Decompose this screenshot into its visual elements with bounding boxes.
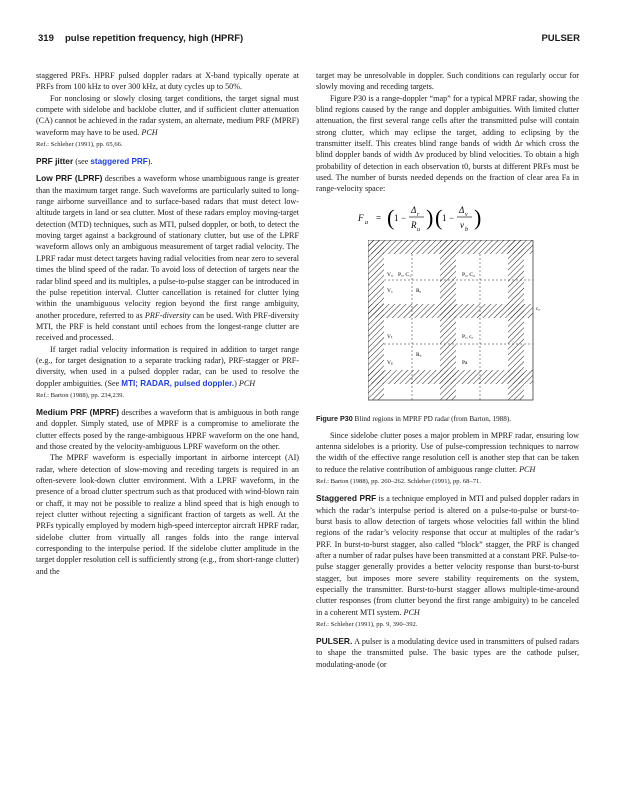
figure-label: Vᵦ <box>387 359 393 366</box>
author-initials: PCH <box>238 378 256 388</box>
entry-low-prf: Low PRF (LPRF) describes a waveform whose unambiguous range is greater than the maximum target range. Such waveforms are particularly suited to long-range airborne surveillance and to surface-based radars that must detect low-altitude targets in land or sea clutter. Most of these radars employ moving-target detection (MTD) techniques, such as MTI, pulsed doppler, or both, to detect the moving target against a background of stationary clutter, but use of the LPRF waveform allows only an ambiguous measurement of target radial velocity. The LPRF radar must detect targets having radial velocities from near zero to several times the blind speed of the radar. To avoid loss of detection of targets near the radar blind speed and its multiples, a pulse-to-pulse stagger can be introduced in the pulse repetition interval. Clutter cancellation is retained for clutter lying within the unambiguous velocity region beyond the first range ambiguity, another procedure, referred to as PRF-diversity can be used. With PRF-diversity MTI, the PRF is held constant until echoes from the longest-range clutter are received and processed. <box>36 173 299 343</box>
svg-text:v: v <box>465 211 468 218</box>
figure-label: Pₐ, C₂ <box>462 271 475 278</box>
svg-text:a: a <box>365 219 368 226</box>
figure-p30 <box>316 240 579 410</box>
left-column <box>36 70 299 577</box>
entry-staggered-prf: Staggered PRF is a technique employed in MTI and pulsed doppler radars in which the radar’s interpulse period is altered on a pulse-to-pulse or burst-to-burst basis to allow detection of targets whose velocities fall within the blind regions of the radar’s velocity response that occur at multiples of the radar’s PRF. In burst-to-burst stagger, also called “block” stagger, the PRF is changed after a number of radar pulses have been transmitted at a constant PRF. Pulse-to-pulse stagger generally provides a better velocity response than burst-to-burst stagger, but imposes more severe stability requirements on the system, especially the transmitter. Burst-to-burst stagger allows multiple-time-around clutter responses (from clutter beyond the first range ambiguity) to be canceled in a coherent MTI system. PCH <box>316 493 579 617</box>
figure-caption-label: Figure P30 <box>316 413 353 423</box>
figure-label: Vᵤ <box>387 271 393 278</box>
figure-label: Pᵣ, cₐ <box>462 333 474 340</box>
figure-label: Rᵤ <box>416 351 422 358</box>
svg-text:Δ: Δ <box>459 204 465 215</box>
svg-text:b: b <box>465 226 468 233</box>
figure-label: cₐ <box>536 305 540 312</box>
header-keyword: PULSER <box>541 33 580 44</box>
figure-caption: Figure P30 Blind regions in MPRF PD radar (from Barton, 1988). <box>316 413 512 423</box>
entry-prf-jitter: PRF jitter (see staggered PRF). <box>36 156 153 167</box>
svg-text:=: = <box>376 212 382 223</box>
svg-text:−: − <box>401 212 407 223</box>
svg-text:1: 1 <box>394 212 399 223</box>
italic-term: PRF-diversity <box>144 310 191 320</box>
author-initials: PCH <box>141 127 158 137</box>
figure-label: Rₐ <box>416 287 422 294</box>
entry-pulser: PULSER. A pulser is a modulating device used in transmitters of pulsed radars to shape the transmitted pulse. The basic types are the cathode pulser, modulating-anode (or <box>316 635 579 669</box>
paragraph: If target radial velocity information is required in addition to target range (e.g., for target designation to a separate tracking radar), PRF-stagger or PRF-diversity, when used in a pulsed doppler radar, can be used to resolve the doppler ambiguities. (See MTI; RADAR, pulsed doppler.) PCH <box>36 344 299 388</box>
paragraph: For nonclosing or slowly closing target conditions, the target signal must compete with sidelobe and backlobe clutter, and if sufficient clutter attenuation (CA) cannot be achieved in the radar system, an alternate, medium PRF (MPRF) waveform may have to be used. PCH <box>36 93 299 137</box>
svg-text:−: − <box>449 212 455 223</box>
right-column <box>316 70 579 670</box>
formula-lhs: F <box>358 212 364 223</box>
running-header <box>38 33 580 47</box>
figure-label: Vₐ <box>387 287 393 294</box>
figure-label: Pᵥ, C₁ <box>398 271 412 278</box>
entry-term: Medium PRF (MPRF) <box>36 406 119 417</box>
svg-text:v: v <box>460 219 464 230</box>
running-title: pulse repetition frequency, high (HPRF) <box>65 33 244 44</box>
svg-text:): ) <box>474 204 482 230</box>
svg-text:): ) <box>426 204 434 230</box>
svg-text:1: 1 <box>442 212 447 223</box>
svg-text:Δ: Δ <box>411 204 417 215</box>
entry-medium-prf: Medium PRF (MPRF) describes a waveform that is ambiguous in both range and doppler. Simply stated, use of MPRF is a compromise to ameliorate the clutter effects posed by the range-ambiguous HPRF waveform on the one hand, and those created by the velocity-ambiguous LPRF waveform on the other. <box>36 406 300 451</box>
cross-reference-link[interactable]: staggered PRF <box>90 157 148 167</box>
svg-text:u: u <box>417 226 420 233</box>
figure-label: Pa <box>462 359 468 366</box>
entry-term: PULSER. <box>316 635 353 646</box>
blind-doppler-band <box>368 304 533 318</box>
author-initials: PCH <box>519 464 536 474</box>
entry-term: PRF jitter <box>36 156 74 167</box>
reference: Ref.: Barton (1988), pp. 234,239. <box>36 391 125 399</box>
svg-text:r: r <box>417 211 420 218</box>
entry-term: Staggered PRF <box>316 493 377 504</box>
svg-text:R: R <box>411 219 417 230</box>
svg-text:(: ( <box>387 204 395 230</box>
paragraph: Figure P30 is a range-doppler “map” for a typical MPRF radar, showing the blind regions caused by the range and doppler ambiguities. With limited clutter attenuation, the first several range cells after the transmitted pulse will contain strong clutter, which may eclipse the target, adding to eclipsing by the transmitter itself. This creates blind range bands of width Δr which cross the blind doppler bands of width Δv produced by blind velocities. To obtain a high probability of detection in each observation t0, bursts at different PRFs must be used. The number of bursts needed depends on the fraction of clear area Fa in range-velocity space: <box>316 93 579 194</box>
clear-area-formula <box>316 198 579 238</box>
reference: Ref.: Barton (1988), pp. 260–262. Schleher (1991), pp. 68–71. <box>316 478 482 486</box>
reference: Ref.: Schleher (1991), pp. 9, 390–392. <box>316 620 418 628</box>
blind-doppler-band <box>368 370 533 384</box>
cross-reference-link[interactable]: MTI; RADAR, pulsed doppler. <box>121 378 235 388</box>
author-initials: PCH <box>403 607 420 617</box>
entry-term: Low PRF (LPRF) <box>36 173 103 184</box>
figure-label: Vₜ <box>387 333 393 340</box>
reference: Ref.: Schleher (1991), pp. 65,66. <box>36 141 123 149</box>
paragraph: staggered PRFs. HPRF pulsed doppler radars at X-band typically operate at PRFs from 100 kHz to over 300 kHz, at duty cycles up to 50%. <box>36 71 299 92</box>
paragraph: The MPRF waveform is especially important in airborne intercept (AI) radar, where detection of slow-moving and receding targets is required in an often-severe look-down clutter environment. With a LPRF waveform, in the presence of a broad clutter spectrum such as that produced with wind-blown rain or chaff, it may not be possible to realize a blind speed that is high enough to reject clutter without rejecting a significant fraction of targets as well. At the PRFs typically employed by modern high-speed interceptor aircraft HPRF radar, sidelobe clutter from virtually all ranges folds into the range interval corresponding to the interpulse period. If the sidelobe clutter amplitude in the target doppler resolution cell is sufficiently strong (e.g., from short-range clutter) and the <box>36 453 300 576</box>
page-number: 319 <box>38 33 54 44</box>
paragraph: target may be unresolvable in doppler. Such conditions can regularly occur for slowly moving and receding targets. <box>316 71 579 92</box>
svg-text:(: ( <box>435 204 443 230</box>
blind-doppler-band <box>368 240 533 254</box>
paragraph: Since sidelobe clutter poses a major problem in MPRF radar, ensuring low antenna sidelobes is a priority. Use of pulse-compression techniques to narrow the width of the effective range resolution cell is another step that can be taken to reduce the relative contribution of ambiguous range clutter. PCH <box>316 430 579 474</box>
